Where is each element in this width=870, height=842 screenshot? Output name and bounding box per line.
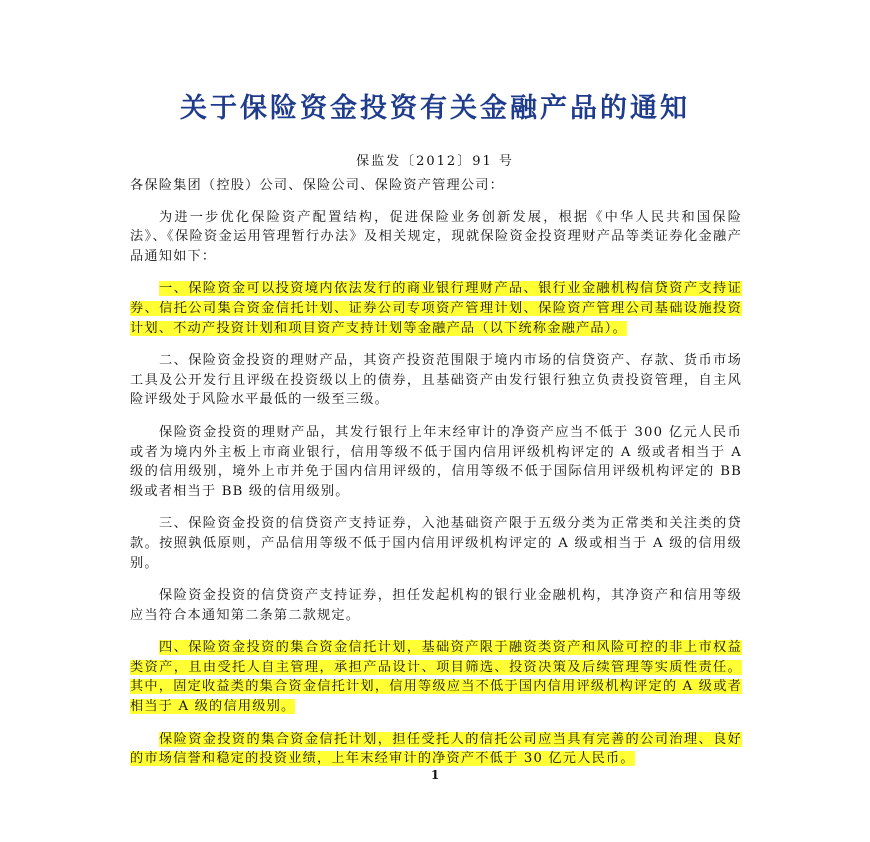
paragraph-text: 为进一步优化保险资产配置结构，促进保险业务创新发展，根据《中华人民共和国保险法》、《保险资金运用管理暂行办法》及相关规定，现就保险资金投资理财产品等类证券化金融产品通知如下：	[130, 209, 742, 264]
highlighted-text: 一、保险资金可以投资境内依法发行的商业银行理财产品、银行业金融机构信贷资产支持证券、信托公司集合资金信托计划、证券公司专项资产管理计划、保险资产管理公司基础设施投资计划、不动产投资计划和项目资产支持计划等金融产品（以下统称金融产品）。	[130, 281, 742, 336]
page-number: 1	[430, 768, 440, 782]
paragraph-article-2-sub	[130, 423, 742, 501]
paragraph-text: 保险资金投资的信贷资产支持证券，担任发起机构的银行业金融机构，其净资产和信用等级应当符合本通知第二条第二款规定。	[130, 588, 742, 623]
document-title: 关于保险资金投资有关金融产品的通知	[180, 93, 690, 124]
paragraph-text: 保险资金投资的理财产品，其发行银行上年末经审计的净资产应当不低于 300 亿元人民币或者为境内外主板上市商业银行，信用等级不低于国内信用评级机构评定的 A 级或者相当于 A 级的信用级别，境外上市并免于国内信用评级的，信用等级不低于国际信用评级机构评定的 BB 级或者相当于 BB 级的信用级别。	[130, 424, 742, 499]
paragraph-article-4-sub	[130, 730, 742, 769]
document-number: 保监发〔2012〕91 号	[356, 154, 514, 169]
highlighted-text: 保险资金投资的集合资金信托计划，担任受托人的信托公司应当具有完善的公司治理、良好的市场信誉和稳定的投资业绩，上年末经审计的净资产不低于 30 亿元人民币。	[130, 731, 742, 767]
highlighted-text: 四、保险资金投资的集合资金信托计划，基础资产限于融资类资产和风险可控的非上市权益类资产，且由受托人自主管理，承担产品设计、项目筛选、投资决策及后续管理等实质性责任。其中，固定收益类的集合资金信托计划，信用等级应当不低于国内信用评级机构评定的 A 级或者相当于 A 级的信用级别。	[130, 640, 742, 715]
paragraph-article-3-sub	[130, 586, 742, 625]
paragraph-article-1	[130, 279, 742, 338]
paragraph-article-3	[130, 514, 742, 573]
paragraph-text: 三、保险资金投资的信贷资产支持证券，入池基础资产限于五级分类为正常类和关注类的贷款。按照孰低原则，产品信用等级不低于国内信用评级机构评定的 A 级或相当于 A 级的信用级别。	[130, 516, 742, 571]
paragraph-article-4	[130, 638, 742, 716]
paragraph-article-2	[130, 351, 742, 410]
paragraph-intro	[130, 208, 742, 267]
salutation: 各保险集团（控股）公司、保险公司、保险资产管理公司：	[130, 178, 505, 193]
document-body	[130, 176, 742, 782]
paragraph-text: 二、保险资金投资的理财产品，其资产投资范围限于境内市场的信贷资产、存款、货币市场工具及公开发行且评级在投资级以上的债券，且基础资产由发行银行独立负责投资管理，自主风险评级处于风险水平最低的一级至三级。	[130, 353, 742, 408]
